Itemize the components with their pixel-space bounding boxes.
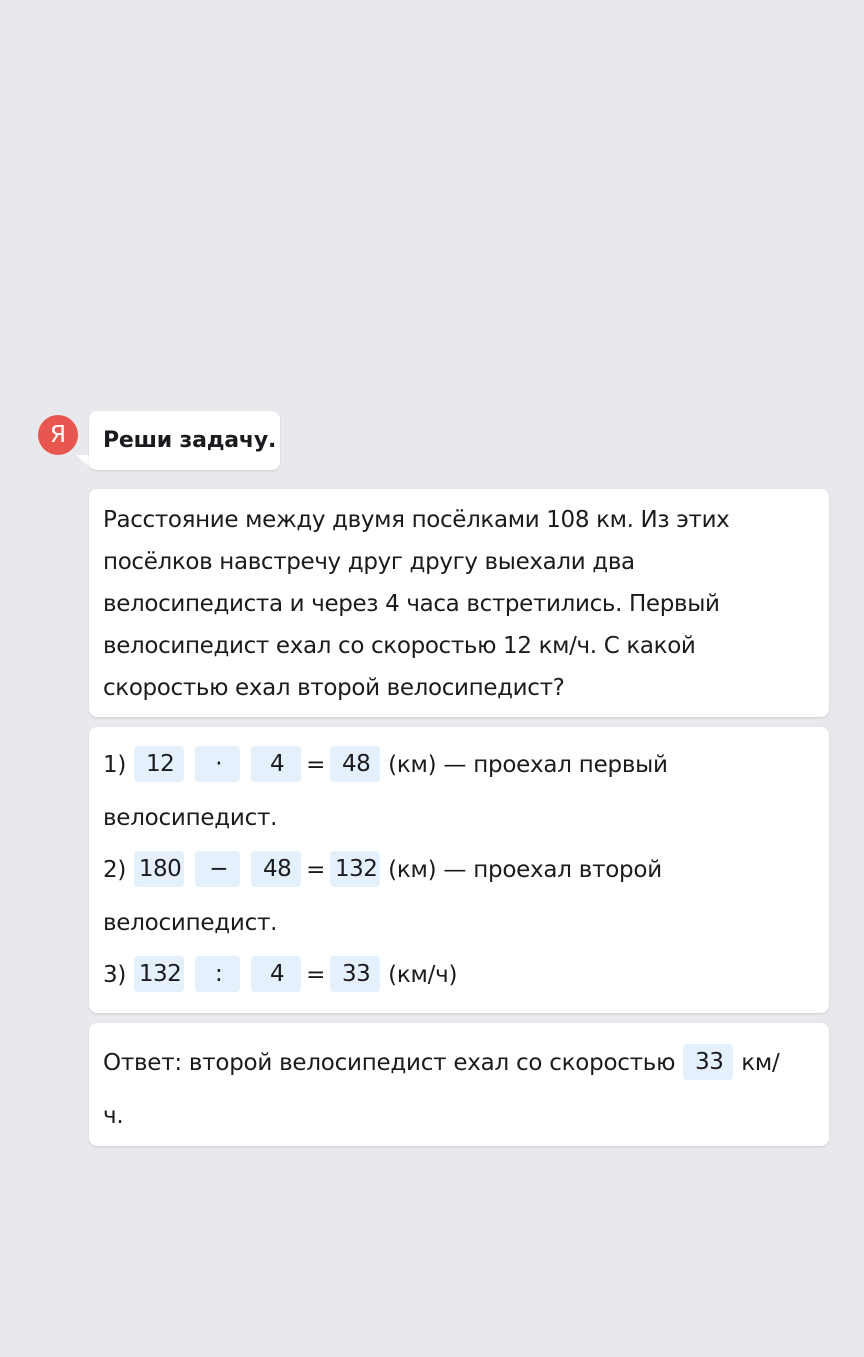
result-input[interactable]: 48 (330, 746, 380, 782)
answer-unit: км/ (741, 1050, 780, 1076)
operator-input[interactable]: − (195, 851, 240, 887)
problem-line: Расстояние между двумя посёлками 108 км. Из этих (103, 507, 730, 533)
yandex-avatar-icon: Я (38, 415, 78, 455)
problem-line: посёлков навстречу друг другу выехали два (103, 549, 635, 575)
solution-steps-card (89, 727, 829, 1013)
problem-line: велосипедист ехал со скоростью 12 км/ч. С какой (103, 633, 696, 659)
equals-sign: = (306, 857, 326, 883)
task-title: Реши задачу. (89, 411, 280, 470)
answer-line (103, 1037, 815, 1090)
step-description: (км) — проехал первый (388, 752, 668, 778)
step-number: 1) (103, 752, 127, 778)
step-1 (103, 739, 815, 792)
problem-line: велосипедиста и через 4 часа встретились. Первый (103, 591, 720, 617)
operand-b-input[interactable]: 4 (251, 956, 301, 992)
result-input[interactable]: 33 (330, 956, 380, 992)
step-description: (км) — проехал второй (388, 857, 662, 883)
step-2-wrap: велосипедист. (103, 909, 278, 936)
operand-a-input[interactable]: 132 (134, 956, 184, 992)
step-3 (103, 949, 815, 1002)
step-description: (км/ч) (388, 962, 458, 988)
result-input[interactable]: 132 (330, 851, 380, 887)
step-number: 3) (103, 962, 127, 988)
operand-b-input[interactable]: 4 (251, 746, 301, 782)
operator-input[interactable]: · (195, 746, 240, 782)
problem-line: скоростью ехал второй велосипедист? (103, 675, 565, 701)
answer-card (89, 1023, 829, 1146)
answer-input[interactable]: 33 (683, 1044, 733, 1080)
step-number: 2) (103, 857, 127, 883)
answer-prefix: Ответ: второй велосипедист ехал со скоростью (103, 1050, 676, 1076)
operator-input[interactable]: : (195, 956, 240, 992)
operand-a-input[interactable]: 12 (134, 746, 184, 782)
answer-unit-wrap: ч. (103, 1102, 124, 1129)
problem-text (103, 499, 815, 709)
problem-card (89, 489, 829, 717)
operand-b-input[interactable]: 48 (251, 851, 301, 887)
step-2 (103, 844, 815, 897)
equals-sign: = (306, 752, 326, 778)
operand-a-input[interactable]: 180 (134, 851, 184, 887)
step-1-wrap: велосипедист. (103, 804, 278, 831)
equals-sign: = (306, 962, 326, 988)
